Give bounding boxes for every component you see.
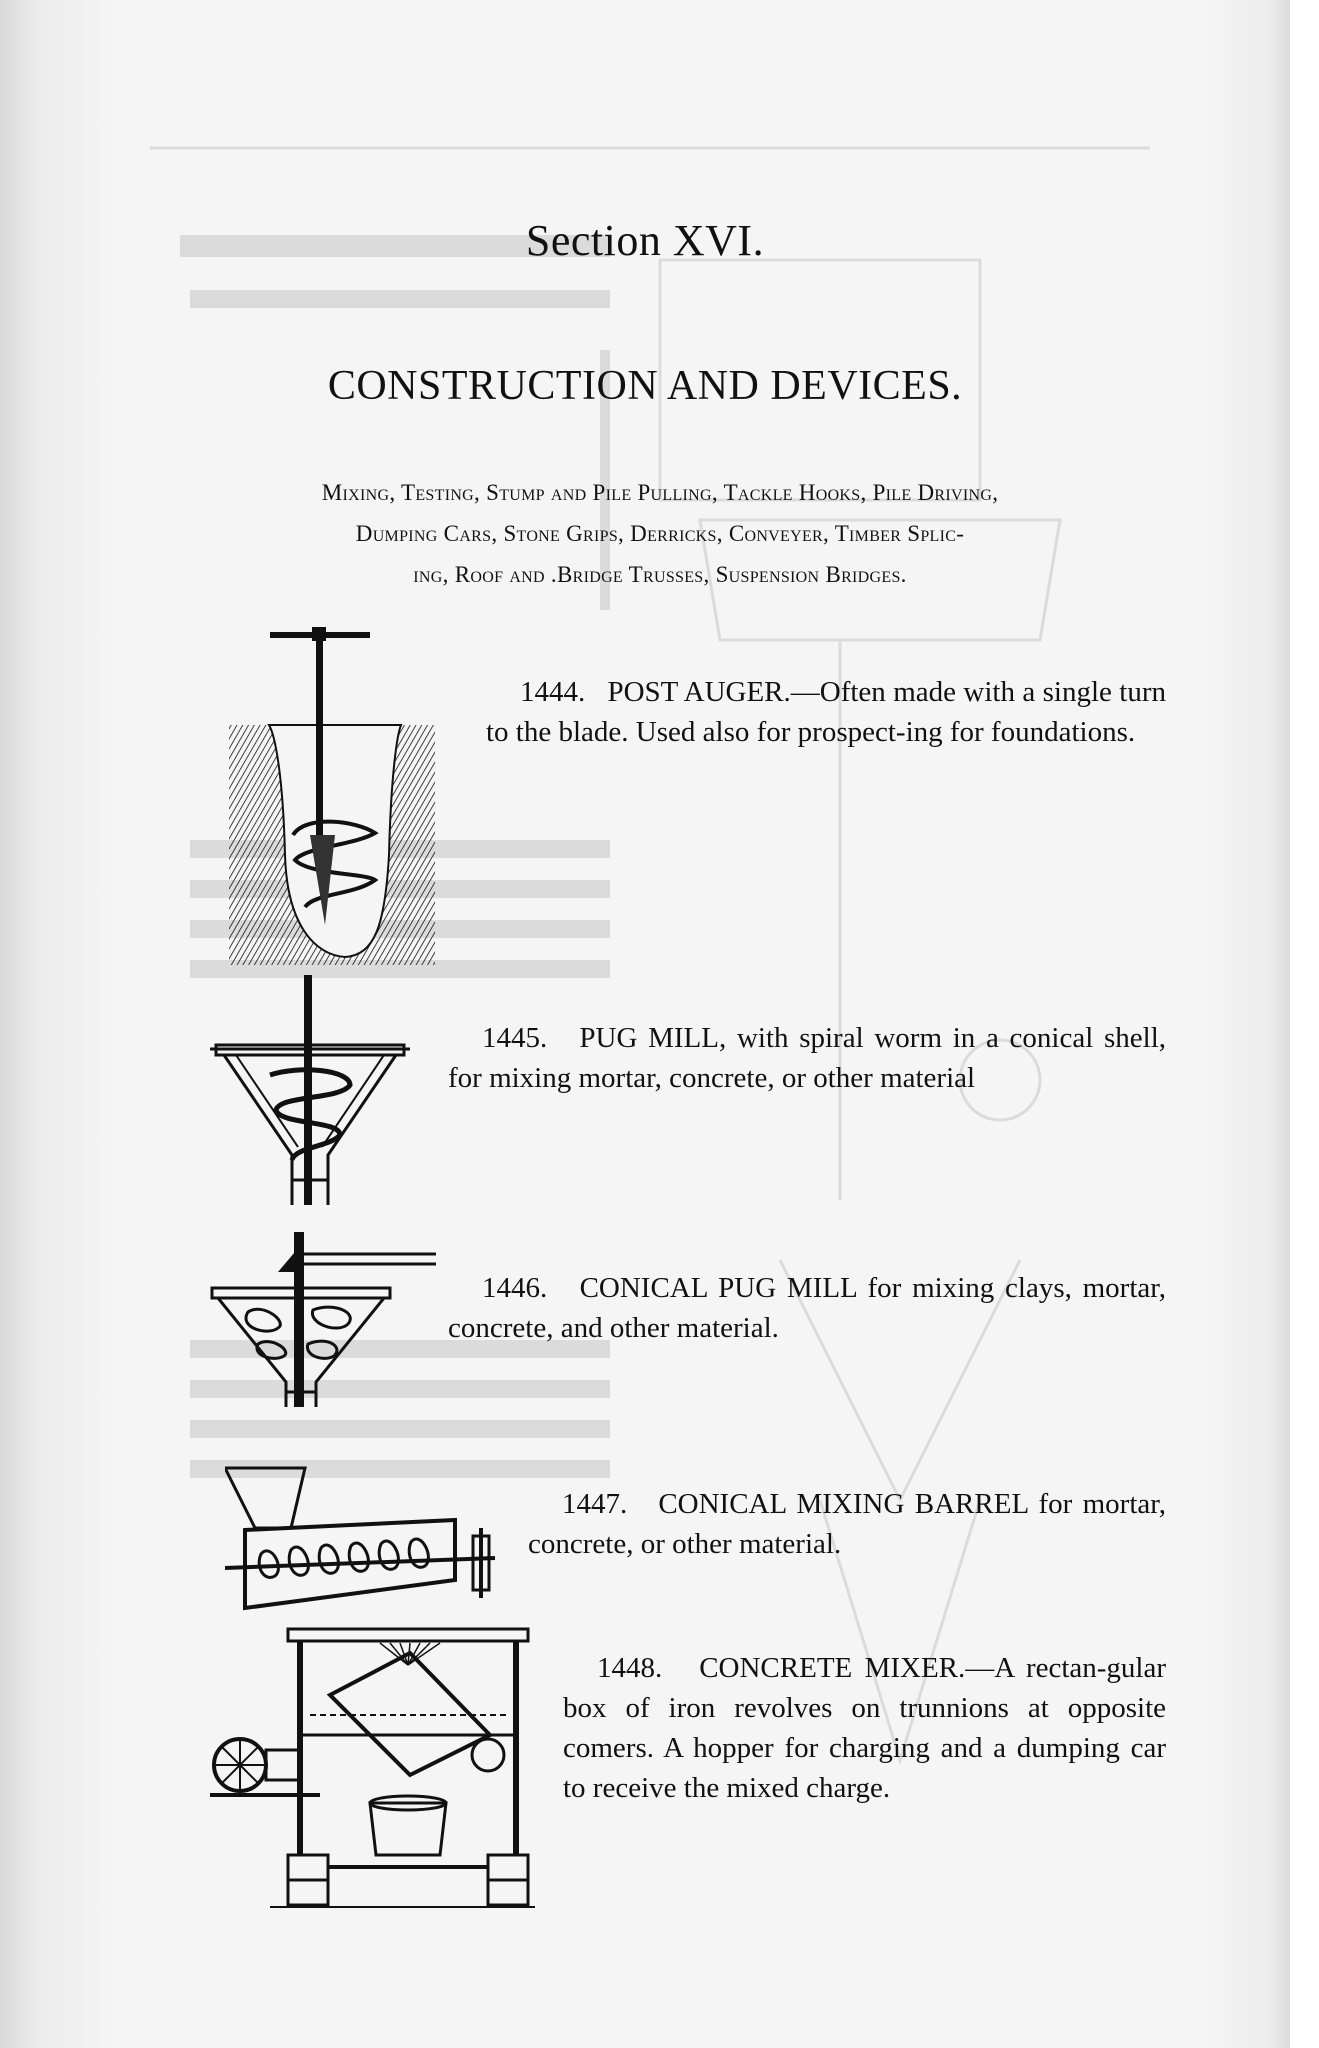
entry-1447 xyxy=(528,1484,1166,1564)
entry-number: 1448. xyxy=(597,1652,663,1684)
subject-line: ing, Roof and .Bridge Trusses, Suspension Bridges. xyxy=(413,562,907,587)
entry-1445 xyxy=(448,1018,1166,1098)
subject-list xyxy=(200,472,1120,595)
entry-text: for mortar, concrete, or other material. xyxy=(528,1488,1167,1560)
entry-title: PUG MILL, xyxy=(579,1022,727,1054)
entry-number: 1446. xyxy=(482,1272,548,1304)
entry-title: CONCRETE MIXER. xyxy=(699,1652,966,1684)
figure-conical-mixing-barrel xyxy=(225,1458,505,1618)
entry-1448 xyxy=(563,1648,1166,1808)
subject-line: Dumping Cars, Stone Grips, Derricks, Conveyer, Timber Splic- xyxy=(355,521,965,546)
figure-post-auger xyxy=(225,625,440,970)
entry-number: 1444. xyxy=(520,676,586,708)
entry-number: 1445. xyxy=(482,1022,548,1054)
figure-concrete-mixer xyxy=(210,1625,535,1910)
entry-1446 xyxy=(448,1268,1166,1348)
entry-title: CONICAL MIXING BARREL xyxy=(658,1488,1029,1520)
entry-title: CONICAL PUG MILL xyxy=(579,1272,857,1304)
chapter-heading: CONSTRUCTION AND DEVICES. xyxy=(327,363,963,409)
entry-text: with spiral worm in a conical shell, for mixing mortar, concrete, or other material xyxy=(448,1022,1167,1094)
entry-title: POST AUGER. xyxy=(607,676,791,708)
figure-conical-pug-mill xyxy=(208,1232,438,1407)
entry-text: for mixing clays, mortar, concrete, and other material. xyxy=(448,1272,1167,1344)
figure-pug-mill xyxy=(210,975,410,1205)
entry-1444 xyxy=(486,672,1166,752)
entry-text: —A rectan-gular box of iron revolves on trunnions at opposite comers. A hopper for charging and a dumping car to receive the mixed charge. xyxy=(563,1652,1167,1804)
section-heading: Section XVI. xyxy=(525,216,765,265)
page-edge xyxy=(1290,0,1319,2048)
entry-number: 1447. xyxy=(562,1488,628,1520)
entry-text: —Often made with a single turn to the blade. Used also for prospect-ing for foundations. xyxy=(486,676,1166,748)
subject-line: Mixing, Testing, Stump and Pile Pulling, Tackle Hooks, Pile Driving, xyxy=(321,480,999,505)
